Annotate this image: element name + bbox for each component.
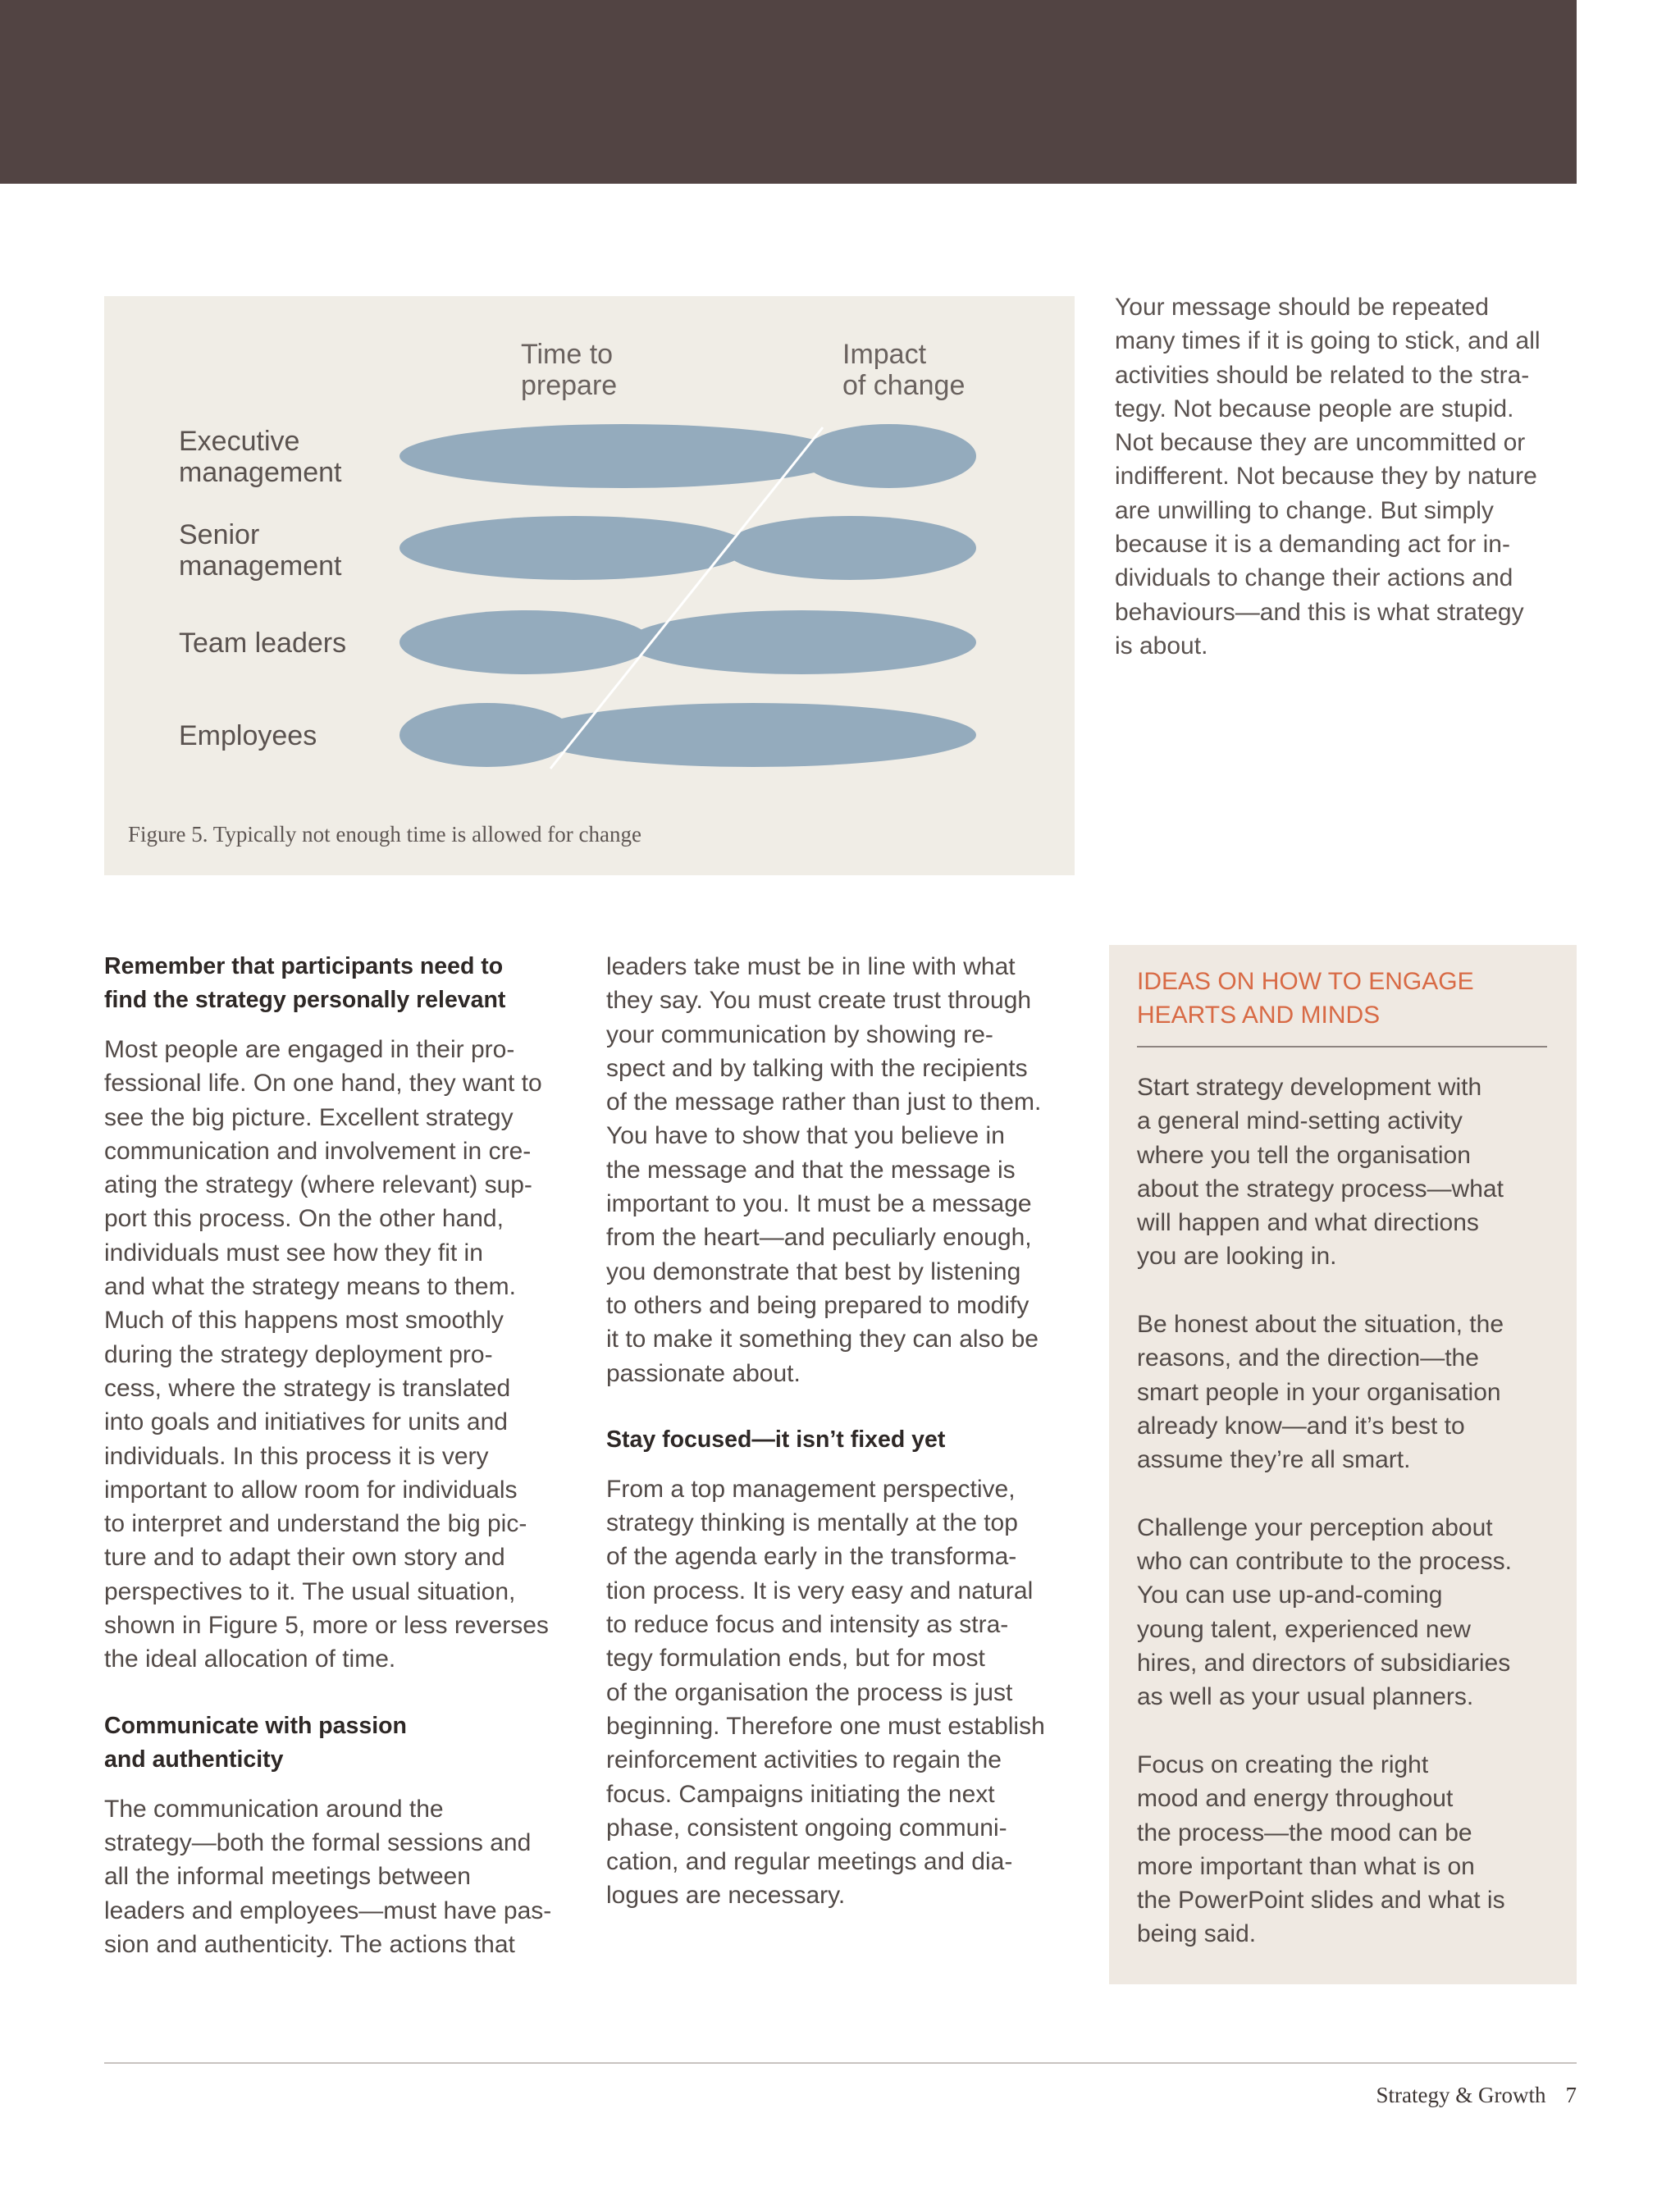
body-column-2 [606,950,1082,1913]
body-column-1 [104,950,580,1961]
header-time-to-prepare: Time to prepare [521,339,618,401]
side-quote-text: Your message should be repeated many times if it is going to stick, and all activities should be related to the stra- tegy. Not because people are stupid. Not because they are uncommitted or indifferent. Not because they by nature are unwilling to change. But simply because it is a demanding act for in- dividuals to change their actions and behaviours—and this is what strategy is about. [1115,294,1541,660]
heading-passion-authenticity: Communicate with passion and authenticity [104,1712,407,1773]
paragraph-trust: leaders take must be in line with what they say. You must create trust through your communication by showing re- spect and by talking with the recipients of the message rather than just to them. You have to show that you believe in the message and that the message is important to you. It must be a message from the heart—and peculiarly enough, you demonstrate that best by listening to others and being prepared to modify it to make it something they can also be passionate about. [606,953,1042,1387]
figure-caption: Figure 5. Typically not enough time is allowed for change [128,822,641,847]
footer [1376,2083,1577,2108]
time-to-prepare-ellipse [399,424,846,488]
row-label-senior-management: Senior management [179,519,342,582]
page-number: 7 [1565,2083,1577,2107]
row-label-team-leaders: Team leaders [179,628,347,659]
paragraph-engagement: Most people are engaged in their pro- fessional life. On one hand, they want to see the big picture. Excellent strategy communication and involvement in cre- ating the strategy (where relevant) sup- port this process. On the other hand, individuals must see how they fit in and what the strategy means to them. Much of this happens most smoothly during the strategy deployment pro- cess, where the strategy is translated into goals and initiatives for units and individuals. In this process it is very important to allow room for individuals to interpret and understand the big pic- ture and to adapt their own story and perspectives to it. The usual situation, shown in Figure 5, more or less reverses the ideal allocation of time. [104,1036,549,1673]
ideas-sidebar [1109,945,1577,1984]
list-item: Start strategy development with a general mind-setting activity where you tell the organisation about the strategy process—what will happen and what directions you are looking in. [1137,1074,1504,1271]
list-item: Be honest about the situation, the reasons, and the direction—the smart people in your organisation already know—and it’s best to assume they’re all smart. [1137,1311,1504,1474]
list-item: Focus on creating the right mood and energy throughout the process—the mood can be more important than what is on the PowerPoint slides and what is being said. [1137,1750,1505,1948]
footer-title: Strategy & Growth [1376,2083,1546,2107]
impact-of-change-ellipse [724,516,976,580]
heading-stay-focused: Stay focused—it isn’t fixed yet [606,1426,946,1453]
ideas-list [1137,1070,1555,1985]
paragraph-communication: The communication around the strategy—both the formal sessions and all the informal meetings between leaders and employees—must have pas- sion and authenticity. The actions that [104,1795,552,1958]
ideas-divider [1137,1046,1547,1048]
impact-of-change-ellipse [801,424,976,488]
paragraph-focus: From a top management perspective, strategy thinking is mentally at the top of the agenda early in the transforma- tion process. It is very easy and natural to reduce focus and intensity as stra- tegy formulation ends, but for most of the organisation the process is just beginning. Therefore one must establish reinforcement activities to regain the focus. Campaigns initiating the next phase, consistent ongoing communi- cation, and regular meetings and dia- logues are necessary. [606,1475,1045,1910]
list-item: Challenge your perception about who can contribute to the process. You can use up-and-coming young talent, experienced new hires, and directors of subsidiaries as well as your usual planners. [1137,1513,1512,1711]
impact-of-change-ellipse [530,703,976,767]
row-label-employees: Employees [179,720,317,751]
header-impact-of-change: Impact of change [842,339,966,401]
figure-5 [104,296,1075,875]
ideas-title: IDEAS ON HOW TO ENGAGE HEARTS AND MINDS [1137,968,1474,1029]
time-to-prepare-ellipse [399,610,652,674]
time-to-prepare-ellipse [399,516,749,580]
heading-personally-relevant: Remember that participants need to find the strategy personally relevant [104,953,506,1013]
impact-of-change-ellipse [627,610,976,674]
side-quote [1115,290,1582,663]
row-label-executive-management: Executive management [179,426,342,488]
footer-divider [104,2062,1577,2064]
header-banner [0,0,1577,184]
